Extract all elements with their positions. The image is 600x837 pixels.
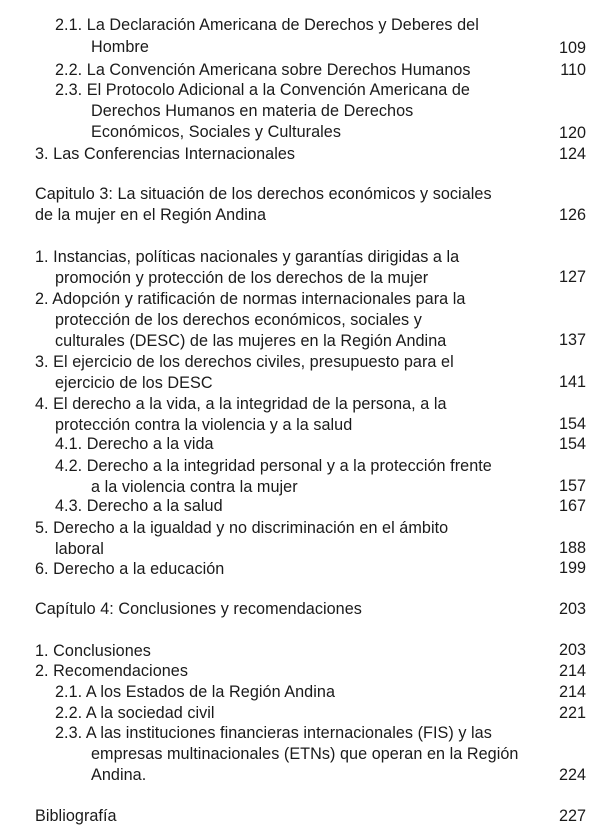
toc-page-number: 214 — [558, 662, 586, 680]
toc-entry-2-1-line-1: 2.1. La Declaración Americana de Derechos y Deberes del — [55, 16, 479, 34]
toc-page-number: 109 — [558, 39, 586, 57]
toc-entry-3-conferencias: 3. Las Conferencias Internacionales — [35, 145, 296, 163]
toc-entry-3-ejercicio-line-2: ejercicio de los DESC — [55, 374, 213, 392]
chapter-3-heading-line-1: Capitulo 3: La situación de los derechos económicos y sociales — [35, 185, 492, 203]
toc-entry-2-3-line-3: Económicos, Sociales y Culturales — [91, 123, 341, 141]
toc-entry-4-2-line-2: a la violencia contra la mujer — [91, 478, 298, 496]
chapter-3-heading-line-2: de la mujer en el Región Andina — [35, 206, 267, 224]
toc-page-number: 141 — [558, 373, 586, 391]
toc-entry-4-3: 4.3. Derecho a la salud — [55, 497, 223, 515]
toc-entry-5-igualdad-line-1: 5. Derecho a la igualdad y no discriminación en el ámbito — [35, 519, 449, 537]
toc-entry-2-1-estados: 2.1. A los Estados de la Región Andina — [55, 683, 335, 701]
toc-page-number: 203 — [558, 600, 586, 618]
toc-entry-2-2-sociedad: 2.2. A la sociedad civil — [55, 704, 215, 722]
toc-page-number: 203 — [558, 641, 586, 659]
toc-entry-2-adopcion-line-1: 2. Adopción y ratificación de normas internacionales para la — [35, 290, 466, 308]
toc-page-number: 199 — [558, 559, 586, 577]
toc-page-number: 120 — [558, 124, 586, 142]
chapter-4-heading: Capítulo 4: Conclusiones y recomendaciones — [35, 600, 362, 618]
toc-entry-2-3-instituciones-line-2: empresas multinacionales (ETNs) que operan en la Región — [91, 745, 519, 763]
toc-page-number: 167 — [558, 497, 586, 515]
toc-entry-1-instancias-line-2: promoción y protección de los derechos de la mujer — [55, 269, 429, 287]
toc-entry-2-3-line-2: Derechos Humanos en materia de Derechos — [91, 102, 414, 120]
toc-entry-4-1: 4.1. Derecho a la vida — [55, 435, 214, 453]
toc-page-number: 154 — [558, 415, 586, 433]
toc-page-number: 110 — [560, 61, 586, 79]
toc-entry-2-3-line-1: 2.3. El Protocolo Adicional a la Convención Americana de — [55, 81, 470, 99]
toc-page-number: 221 — [558, 704, 586, 722]
toc-page-number: 137 — [558, 331, 586, 349]
toc-entry-2-recomendaciones: 2. Recomendaciones — [35, 662, 188, 680]
toc-entry-2-adopcion-line-2: protección de los derechos económicos, sociales y — [55, 311, 422, 329]
toc-entry-4-derecho-line-2: protección contra la violencia y a la salud — [55, 416, 353, 434]
toc-page-number: 224 — [558, 766, 586, 784]
toc-page-number: 127 — [558, 268, 586, 286]
toc-entry-2-2: 2.2. La Convención Americana sobre Derechos Humanos — [55, 61, 471, 79]
bibliography-heading: Bibliografía — [35, 807, 117, 825]
toc-entry-2-3-instituciones-line-3: Andina. — [91, 766, 147, 784]
toc-page-number: 157 — [558, 477, 586, 495]
toc-entry-4-derecho-line-1: 4. El derecho a la vida, a la integridad de la persona, a la — [35, 395, 447, 413]
toc-page-number: 188 — [558, 539, 586, 557]
toc-entry-5-igualdad-line-2: laboral — [55, 540, 104, 558]
toc-entry-1-conclusiones: 1. Conclusiones — [35, 642, 151, 660]
toc-page-number: 154 — [558, 435, 586, 453]
toc-page-number: 227 — [558, 807, 586, 825]
toc-entry-3-ejercicio-line-1: 3. El ejercicio de los derechos civiles, presupuesto para el — [35, 353, 454, 371]
toc-entry-2-1-line-2: Hombre — [91, 38, 149, 56]
toc-entry-2-adopcion-line-3: culturales (DESC) de las mujeres en la Región Andina — [55, 332, 447, 350]
toc-entry-2-3-instituciones-line-1: 2.3. A las instituciones financieras internacionales (FIS) y las — [55, 724, 492, 742]
toc-page-number: 214 — [558, 683, 586, 701]
toc-entry-1-instancias-line-1: 1. Instancias, políticas nacionales y garantías dirigidas a la — [35, 248, 460, 266]
toc-page-number: 124 — [558, 145, 586, 163]
toc-page-number: 126 — [558, 206, 586, 224]
toc-entry-4-2-line-1: 4.2. Derecho a la integridad personal y a la protección frente — [55, 457, 492, 475]
toc-entry-6-educacion: 6. Derecho a la educación — [35, 560, 225, 578]
